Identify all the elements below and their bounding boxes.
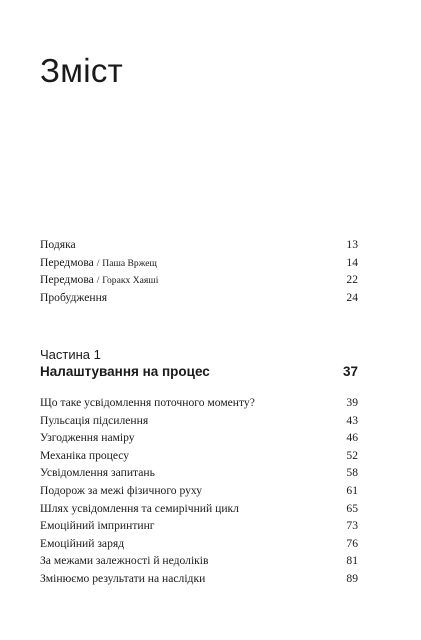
- part-title: Налаштування на процес: [40, 364, 210, 379]
- toc-entry-page: 76: [346, 536, 358, 550]
- toc-entry-label: Усвідомлення запитань: [40, 466, 155, 480]
- toc-entry-page: 46: [346, 431, 358, 445]
- author-separator: /: [96, 257, 100, 269]
- toc-entry: [40, 500, 358, 518]
- part-page: 37: [342, 364, 358, 379]
- toc-entry: [40, 447, 358, 465]
- toc-entry-page: 61: [346, 483, 358, 497]
- author-separator: /: [96, 275, 100, 287]
- chapter-list: [40, 394, 358, 588]
- part-heading: [40, 363, 358, 380]
- toc-entry-foreword-2: [40, 271, 358, 289]
- toc-entry-page: 73: [346, 519, 358, 533]
- toc-entry-label: Шлях усвідомлення та семирічний цикл: [40, 501, 239, 515]
- toc-entry-page: 89: [346, 571, 358, 585]
- toc-entry-page: 14: [346, 255, 358, 269]
- toc-entry: [40, 552, 358, 570]
- toc-entry-page: 43: [346, 413, 358, 427]
- toc-entry-label: Подорож за межі фізичного руху: [40, 483, 203, 497]
- toc-entry-page: 65: [346, 501, 358, 515]
- toc-entry-label: Пульсація підсилення: [40, 413, 149, 427]
- page-title: Зміст: [40, 52, 124, 89]
- toc-entry-author: Горакх Хаяші: [102, 275, 159, 287]
- toc-entry: [40, 464, 358, 482]
- toc-entry-label: Подяка: [40, 238, 76, 251]
- toc-entry: [40, 517, 358, 535]
- front-matter-list: [40, 236, 358, 306]
- toc-entry-label: Що таке усвідомлення поточного моменту?: [40, 396, 255, 409]
- toc-entry-page: 24: [346, 290, 358, 304]
- toc-entry: [40, 535, 358, 553]
- toc-entry: [40, 482, 358, 500]
- toc-entry-page: 22: [346, 273, 358, 287]
- toc-entry: [40, 412, 358, 430]
- toc-entry-label: Узгодження наміру: [40, 431, 135, 445]
- toc-entry-page: 39: [346, 396, 358, 409]
- toc-entry-author: Паша Вржещ: [102, 257, 157, 269]
- toc-entry-label: Емоційний імпринтинг: [40, 519, 155, 533]
- toc-entry-page: 13: [346, 238, 358, 251]
- toc-entry-label: Змінюємо результати на наслідки: [40, 571, 206, 585]
- toc-entry-foreword-1: [40, 254, 358, 272]
- toc-entry-awakening: [40, 289, 358, 307]
- toc-entry-label: Механіка процесу: [40, 448, 130, 462]
- toc-entry-label: За межами залежності й недоліків: [40, 554, 209, 568]
- toc-entry-acknowledgements: [40, 236, 358, 254]
- part-label: Частина 1: [40, 347, 101, 362]
- toc-entry-page: 52: [346, 448, 358, 462]
- toc-entry-page: 81: [346, 554, 358, 568]
- toc-entry: [40, 429, 358, 447]
- toc-entry: [40, 394, 358, 412]
- toc-entry-label: Пробудження: [40, 290, 108, 304]
- toc-entry-label: Передмова / Горакх Хаяші: [40, 273, 159, 287]
- toc-entry-page: 58: [346, 466, 358, 480]
- toc-entry-label: Передмова / Паша Вржещ: [40, 255, 157, 269]
- toc-entry-label: Емоційний заряд: [40, 536, 125, 550]
- toc-entry: [40, 570, 358, 588]
